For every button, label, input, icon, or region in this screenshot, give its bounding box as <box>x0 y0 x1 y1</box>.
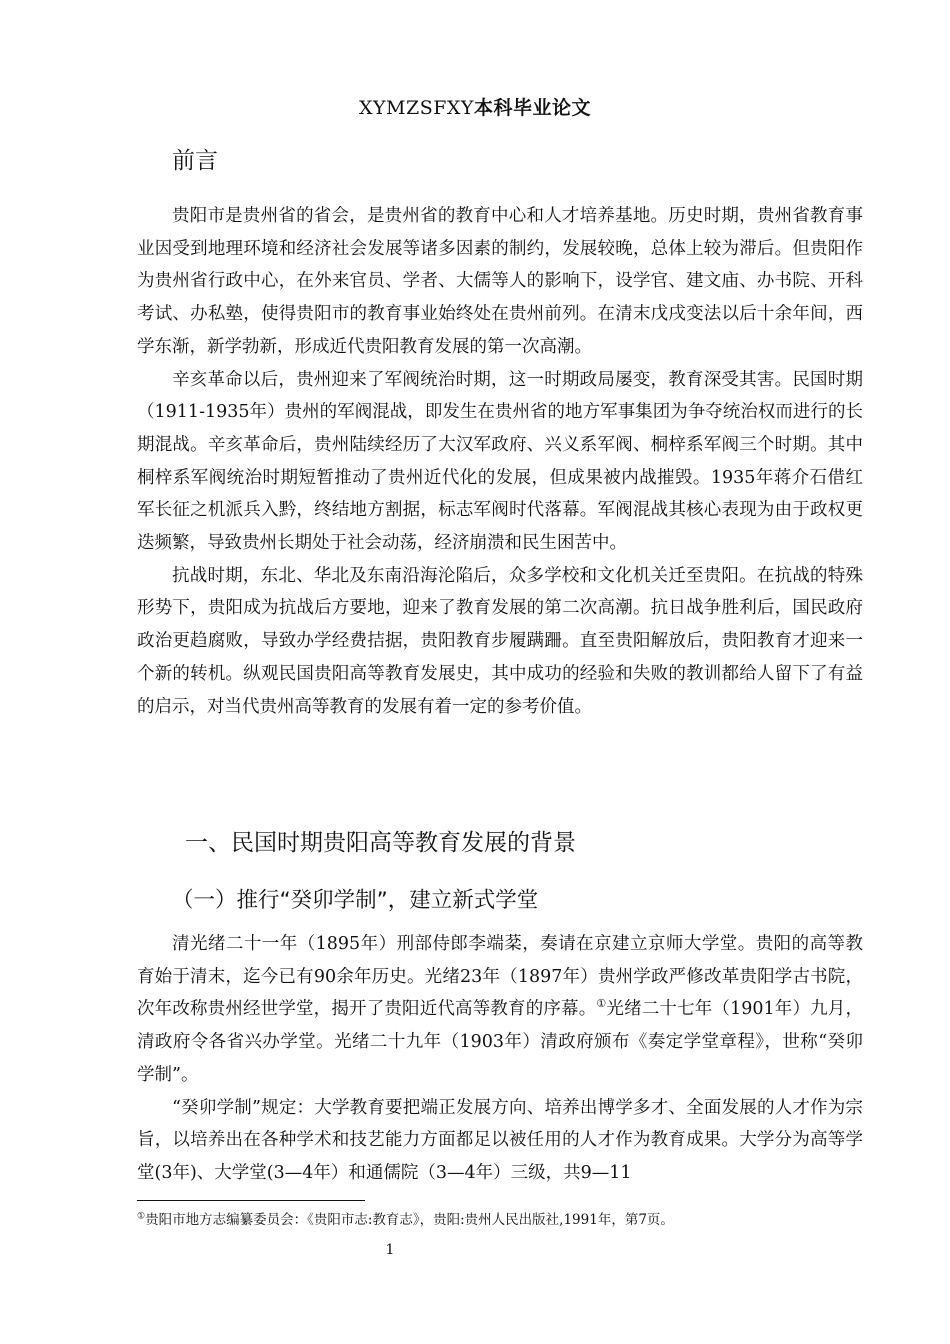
page-number: 1 <box>385 1242 395 1258</box>
footnote <box>137 1210 863 1230</box>
preface-paragraph-2: 辛亥革命以后，贵州迎来了军阀统治时期，这一时期政局屡变，教育深受其害。民国时期（1911-1935年）贵州的军阀混战，即发生在贵州省的地方军事集团为争夺统治权而进行的长期混战。辛亥革命后，贵州陆续经历了大汉军政府、兴义系军阀、桐梓系军阀三个时期。其中桐梓系军阀统治时期短暂推动了贵州近代化的发展，但成果被内战摧毁。1935年蒋介石借红军长征之机派兵入黔，终结地方割据，标志军阀时代落幕。军阀混战其核心表现为由于政权更迭频繁，导致贵州长期处于社会动荡，经济崩溃和民生困苦中。 <box>137 369 863 554</box>
section-1-heading: 一、民国时期贵阳高等教育发展的背景 <box>185 830 576 856</box>
footnote-text: 贵阳市地方志编纂委员会：《贵阳市志:教育志》，贵阳:贵州人民出版社,1991年，第7页。 <box>145 1212 674 1228</box>
footnote-divider <box>137 1200 365 1201</box>
subsection-paragraph-1 <box>137 928 863 1092</box>
preface-paragraph-1: 贵阳市是贵州省的省会，是贵州省的教育中心和人才培养基地。历史时期，贵州省教育事业因受到地理环境和经济社会发展等诸多因素的制约，发展较晚，总体上较为滞后。但贵阳作为贵州省行政中心，在外来官员、学者、大儒等人的影响下，设学官、建文庙、办书院、开科考试、办私塾，使得贵阳市的教育事业始终处在贵州前列。在清末戊戌变法以后十余年间，西学东渐，新学勃新，形成近代贵阳教育发展的第一次高潮。 <box>137 206 863 357</box>
header-school-code: XYMZSFXY <box>358 97 474 119</box>
preface-heading: 前言 <box>172 148 218 174</box>
footnote-reference[interactable]: ① <box>596 997 607 1011</box>
subsection-1-body <box>137 928 863 1190</box>
subsection-1-heading: （一）推行“癸卯学制”，建立新式学堂 <box>172 888 539 913</box>
footnote-mark: ① <box>137 1211 146 1222</box>
header-thesis-label: 本科毕业论文 <box>473 97 591 119</box>
paragraph-text-after-ref: 光绪二十七年（1901年）九月，清政府令各省兴办学堂。光绪二十九年（1903年）清政府颁布《奏定学堂章程》，世称“癸卯学制”。 <box>137 999 863 1085</box>
preface-body <box>137 200 863 723</box>
paragraph-text-before-ref: 清光绪二十一年（1895年）刑部侍郎李端棻，奏请在京建立京师大学堂。贵阳的高等教育始于清末，迄今已有90余年历史。光绪23年（1897年）贵州学政严修改革贵阳学古书院，次年改称贵州经世学堂，揭开了贵阳近代高等教育的序幕。 <box>137 934 863 1020</box>
subsection-paragraph-2: “癸卯学制”规定：大学教育要把端正发展方向、培养出博学多才、全面发展的人才作为宗旨，以培养出在各种学术和技艺能力方面都足以被任用的人才作为教育成果。大学分为高等学堂(3年)、大学堂(3—4年）和通儒院（3—4年）三级，共9—11 <box>137 1097 863 1183</box>
preface-paragraph-3: 抗战时期，东北、华北及东南沿海沦陷后，众多学校和文化机关迁至贵阳。在抗战的特殊形势下，贵阳成为抗战后方要地，迎来了教育发展的第二次高潮。抗日战争胜利后，国民政府政治更趋腐败，导致办学经费拮据，贵阳教育步履蹒跚。直至贵阳解放后，贵阳教育才迎来一个新的转机。纵观民国贵阳高等教育发展史，其中成功的经验和失败的教训都给人留下了有益的启示，对当代贵州高等教育的发展有着一定的参考价值。 <box>137 565 863 717</box>
page-header <box>0 96 950 120</box>
